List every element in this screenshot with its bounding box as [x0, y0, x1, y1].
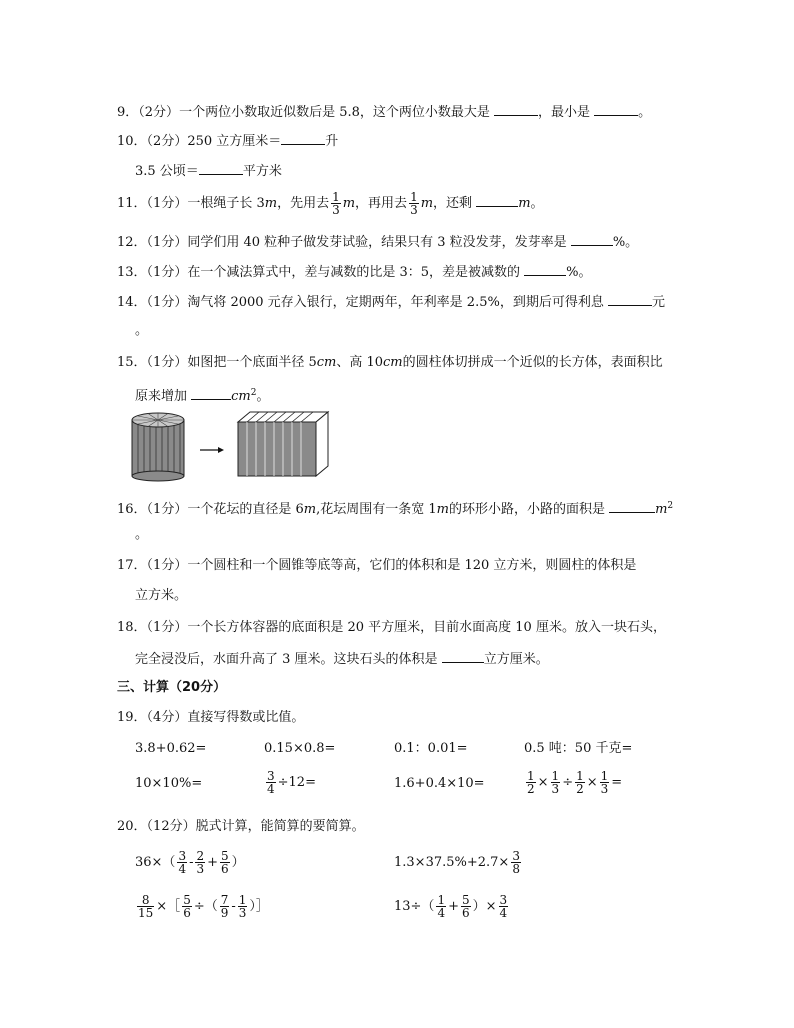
fraction: $\frac{1}{3}$	[551, 769, 560, 796]
arrow-right-icon	[200, 447, 224, 453]
q-text: 元	[651, 295, 665, 310]
q-text: 3.5 公顷＝	[135, 164, 199, 179]
q-text: 的环形小路，小路的面积是	[448, 502, 605, 517]
q-text: ，再用去	[355, 196, 408, 211]
question-18	[117, 620, 666, 636]
unit: cm	[316, 355, 337, 370]
fraction: $\frac{8}{15}$	[138, 893, 154, 920]
q-text: 立方米。	[135, 588, 188, 603]
calc-item: 0.15×0.8=	[264, 741, 336, 756]
unit: m	[264, 196, 278, 211]
q-number: 17．	[117, 558, 147, 573]
q-score: （12分）	[146, 819, 196, 834]
q-text: 一个花坛的直径是 6	[187, 502, 304, 517]
q-score: （1分）	[146, 265, 188, 280]
calc-expression: 1.3×37.5%+2.7× $\frac{3}{8}$	[394, 849, 520, 876]
q-text: 直接写得数或比值。	[187, 710, 305, 725]
unit: cm	[231, 389, 251, 404]
q-text: 升	[325, 134, 339, 149]
unit: m	[420, 196, 434, 211]
unit: m	[303, 502, 317, 517]
fraction: $\frac{1}{2}$	[527, 769, 535, 796]
question-11	[117, 190, 544, 218]
q-score: （1分）	[146, 295, 188, 310]
q-text: 原来增加	[135, 389, 188, 404]
q-number: 13．	[117, 265, 147, 280]
unit: m	[342, 196, 356, 211]
q-text: 。	[530, 196, 544, 211]
cylinder-to-cuboid-figure	[128, 410, 333, 482]
q-score: （1分）	[146, 558, 188, 573]
answer-blank[interactable]	[476, 194, 518, 207]
fraction: $\frac{1}{3}$	[332, 190, 340, 217]
calc-expression: $\frac{8}{15}$ ×［ $\frac{5}{6}$ ÷（ $\frac{7}{9}$ - $\frac{1}{3}$ ）］	[138, 893, 269, 920]
q-text: 在一个减法算式中，差与减数的比是 3：5，差是被减数的	[187, 265, 521, 280]
q-number: 14．	[117, 295, 147, 310]
question-16	[117, 498, 673, 518]
question-15	[117, 355, 663, 371]
q-number: 11．	[117, 196, 147, 211]
q-text: 一个两位小数取近似数后是 5.8，这个两位小数最大是	[179, 105, 490, 120]
question-14	[117, 293, 665, 311]
fraction: $\frac{7}{9}$	[220, 893, 229, 920]
calc-item: 0.1：0.01=	[394, 741, 468, 756]
q-text: 。	[135, 323, 149, 338]
superscript: 2	[250, 388, 257, 398]
q-text: 、高 10	[336, 355, 384, 370]
q-text: 的圆柱体切拼成一个近似的长方体，表面积比	[402, 355, 663, 370]
fraction: $\frac{3}{4}$	[267, 769, 275, 796]
q-number: 16．	[117, 502, 147, 517]
question-19	[117, 710, 304, 726]
q-score: （2分）	[138, 105, 180, 120]
question-17	[117, 558, 636, 574]
question-16-end	[135, 527, 148, 543]
q-text: 完全浸没后，水面升高了 3 厘米。这块石头的体积是	[135, 652, 438, 667]
question-18-line2	[135, 650, 549, 668]
question-12	[117, 233, 638, 251]
calc-item: $\frac{1}{2}$ × $\frac{1}{3}$ ÷ $\frac{1}{2}$ × $\frac{1}{3}$ =	[527, 769, 623, 796]
q-text: ，先用去	[277, 196, 330, 211]
q-text: ,花坛周围有一条宽 1	[316, 502, 437, 517]
q-text: ，最小是	[538, 105, 591, 120]
unit: m	[518, 196, 531, 211]
unit: m	[436, 502, 449, 517]
answer-blank[interactable]	[594, 103, 638, 116]
unit: cm	[383, 355, 403, 370]
question-20	[117, 819, 365, 835]
calc-item: 10×10%=	[135, 776, 203, 791]
question-10-part-b	[135, 162, 282, 180]
question-14-end	[135, 323, 148, 339]
q-text: %。	[612, 235, 639, 250]
question-17-line2	[135, 588, 187, 604]
fraction: $\frac{5}{6}$	[183, 893, 191, 920]
superscript: 2	[667, 501, 674, 511]
answer-blank[interactable]	[442, 650, 484, 663]
q-text: %。	[566, 265, 592, 280]
q-number: 10．	[117, 134, 147, 149]
answer-blank[interactable]	[571, 233, 613, 246]
q-text: 一根绳子长 3	[187, 196, 265, 211]
q-number: 19．	[117, 710, 147, 725]
fraction: $\frac{1}{3}$	[600, 769, 609, 796]
fraction: $\frac{3}{4}$	[178, 849, 187, 876]
answer-blank[interactable]	[524, 263, 566, 276]
q-number: 12．	[117, 235, 147, 250]
q-number: 15．	[117, 355, 147, 370]
q-text: 立方厘米。	[483, 652, 549, 667]
question-9	[117, 103, 651, 121]
q-text: 如图把一个底面半径 5	[187, 355, 317, 370]
q-score: （1分）	[146, 620, 188, 635]
unit: m	[655, 502, 668, 517]
q-number: 9．	[117, 105, 139, 120]
calc-item: 1.6+0.4×10=	[394, 776, 485, 791]
q-text: 淘气将 2000 元存入银行，定期两年，年利率是 2.5%，到期后可得利息	[187, 295, 604, 310]
q-score: （2分）	[146, 134, 188, 149]
answer-blank[interactable]	[494, 103, 538, 116]
answer-blank[interactable]	[191, 387, 231, 400]
q-score: （1分）	[146, 355, 188, 370]
q-text: 。	[256, 389, 270, 404]
q-text: 。	[135, 527, 149, 542]
fraction: $\frac{2}{3}$	[196, 849, 205, 876]
cuboid-icon	[238, 412, 328, 476]
fraction: $\frac{1}{3}$	[410, 190, 418, 217]
calc-item: 0.5 吨：50 千克=	[524, 741, 633, 756]
q-text: 250 立方厘米＝	[187, 134, 282, 149]
fraction: $\frac{5}{6}$	[221, 849, 229, 876]
q-text: 。	[638, 105, 652, 120]
q-score: （1分）	[146, 502, 188, 517]
q-text: 平方米	[242, 164, 282, 179]
answer-blank[interactable]	[609, 500, 655, 513]
q-number: 20．	[117, 819, 147, 834]
q-text: 一个长方体容器的底面积是 20 平方厘米，目前水面高度 10 厘米。放入一块石头，	[187, 620, 666, 635]
fraction: $\frac{1}{3}$	[238, 893, 247, 920]
calc-expression: 36×（ $\frac{3}{4}$ - $\frac{2}{3}$ + $\frac{5}{6}$ ）	[135, 849, 245, 876]
section-heading: 三、计算（20分）	[117, 680, 227, 695]
fraction: $\frac{1}{2}$	[576, 769, 584, 796]
q-text: 一个圆柱和一个圆锥等底等高，它们的体积和是 120 立方米，则圆柱的体积是	[187, 558, 637, 573]
q-score: （4分）	[146, 710, 188, 725]
question-15-line2	[135, 385, 270, 405]
answer-blank[interactable]	[281, 132, 325, 145]
q-score: （1分）	[146, 196, 188, 211]
fraction: $\frac{3}{4}$	[499, 893, 508, 920]
q-score: （1分）	[146, 235, 188, 250]
cylinder-icon	[132, 413, 184, 481]
answer-blank[interactable]	[608, 293, 652, 306]
q-text: ，还剩	[433, 196, 473, 211]
calc-item: 3.8+0.62=	[135, 741, 207, 756]
calc-item: $\frac{3}{4}$ ÷12=	[267, 769, 316, 796]
q-number: 18．	[117, 620, 147, 635]
question-13	[117, 263, 592, 281]
q-text: 同学们用 40 粒种子做发芽试验，结果只有 3 粒没发芽，发芽率是	[187, 235, 567, 250]
q-text: 脱式计算，能简算的要简算。	[195, 819, 365, 834]
fraction: $\frac{5}{6}$	[461, 893, 470, 920]
fraction: $\frac{1}{4}$	[437, 893, 446, 920]
fraction: $\frac{3}{8}$	[512, 849, 520, 876]
calc-expression: 13÷（ $\frac{1}{4}$ + $\frac{5}{6}$ ）× $\frac{3}{4}$	[394, 893, 508, 920]
question-10	[117, 132, 338, 150]
answer-blank[interactable]	[199, 162, 243, 175]
